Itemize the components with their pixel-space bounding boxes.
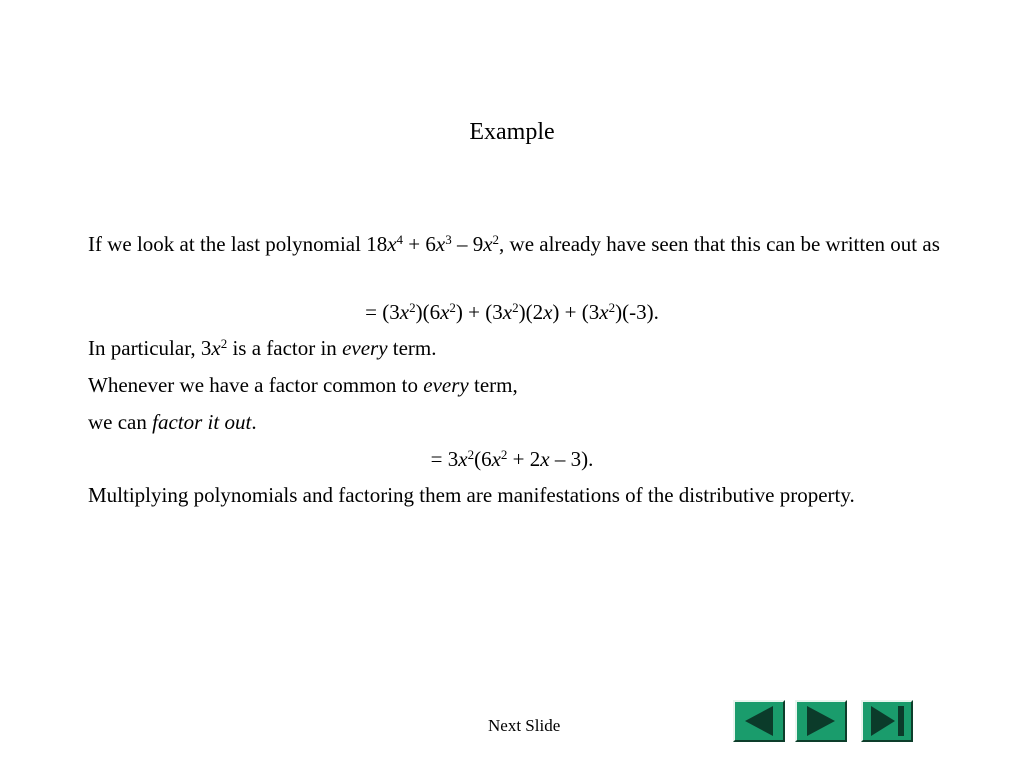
slide-title: Example	[469, 119, 555, 145]
paragraph-whenever: Whenever we have a factor common to every term,	[88, 373, 518, 397]
triangle-right-icon	[797, 702, 849, 744]
triangle-left-icon	[735, 702, 787, 744]
last-slide-button[interactable]	[861, 700, 913, 742]
paragraph-distributive: Multiplying polynomials and factoring them are manifestations of the distributive property.	[88, 483, 855, 507]
factored-expression: = $3x^2(6x^2 + 2x - 3)$.	[430, 447, 594, 471]
next-slide-label[interactable]: Next Slide	[488, 716, 561, 735]
paragraph-factor-out: we can factor it out.	[88, 410, 257, 434]
next-slide-button[interactable]	[795, 700, 847, 742]
skip-to-end-icon	[863, 702, 915, 744]
expanded-expression: = $(3x^2)(6x^2) + (3x^2)(2x) + (3x^2)(-3)$.	[365, 300, 659, 324]
paragraph-common-factor: In particular, $3x^2$ is a factor in every term.	[88, 336, 437, 360]
previous-slide-button[interactable]	[733, 700, 785, 742]
paragraph-polynomial: If we look at the last polynomial $18x^4 + 6x^3 - 9x^2$, we already have seen that this can be written out as	[88, 232, 940, 256]
